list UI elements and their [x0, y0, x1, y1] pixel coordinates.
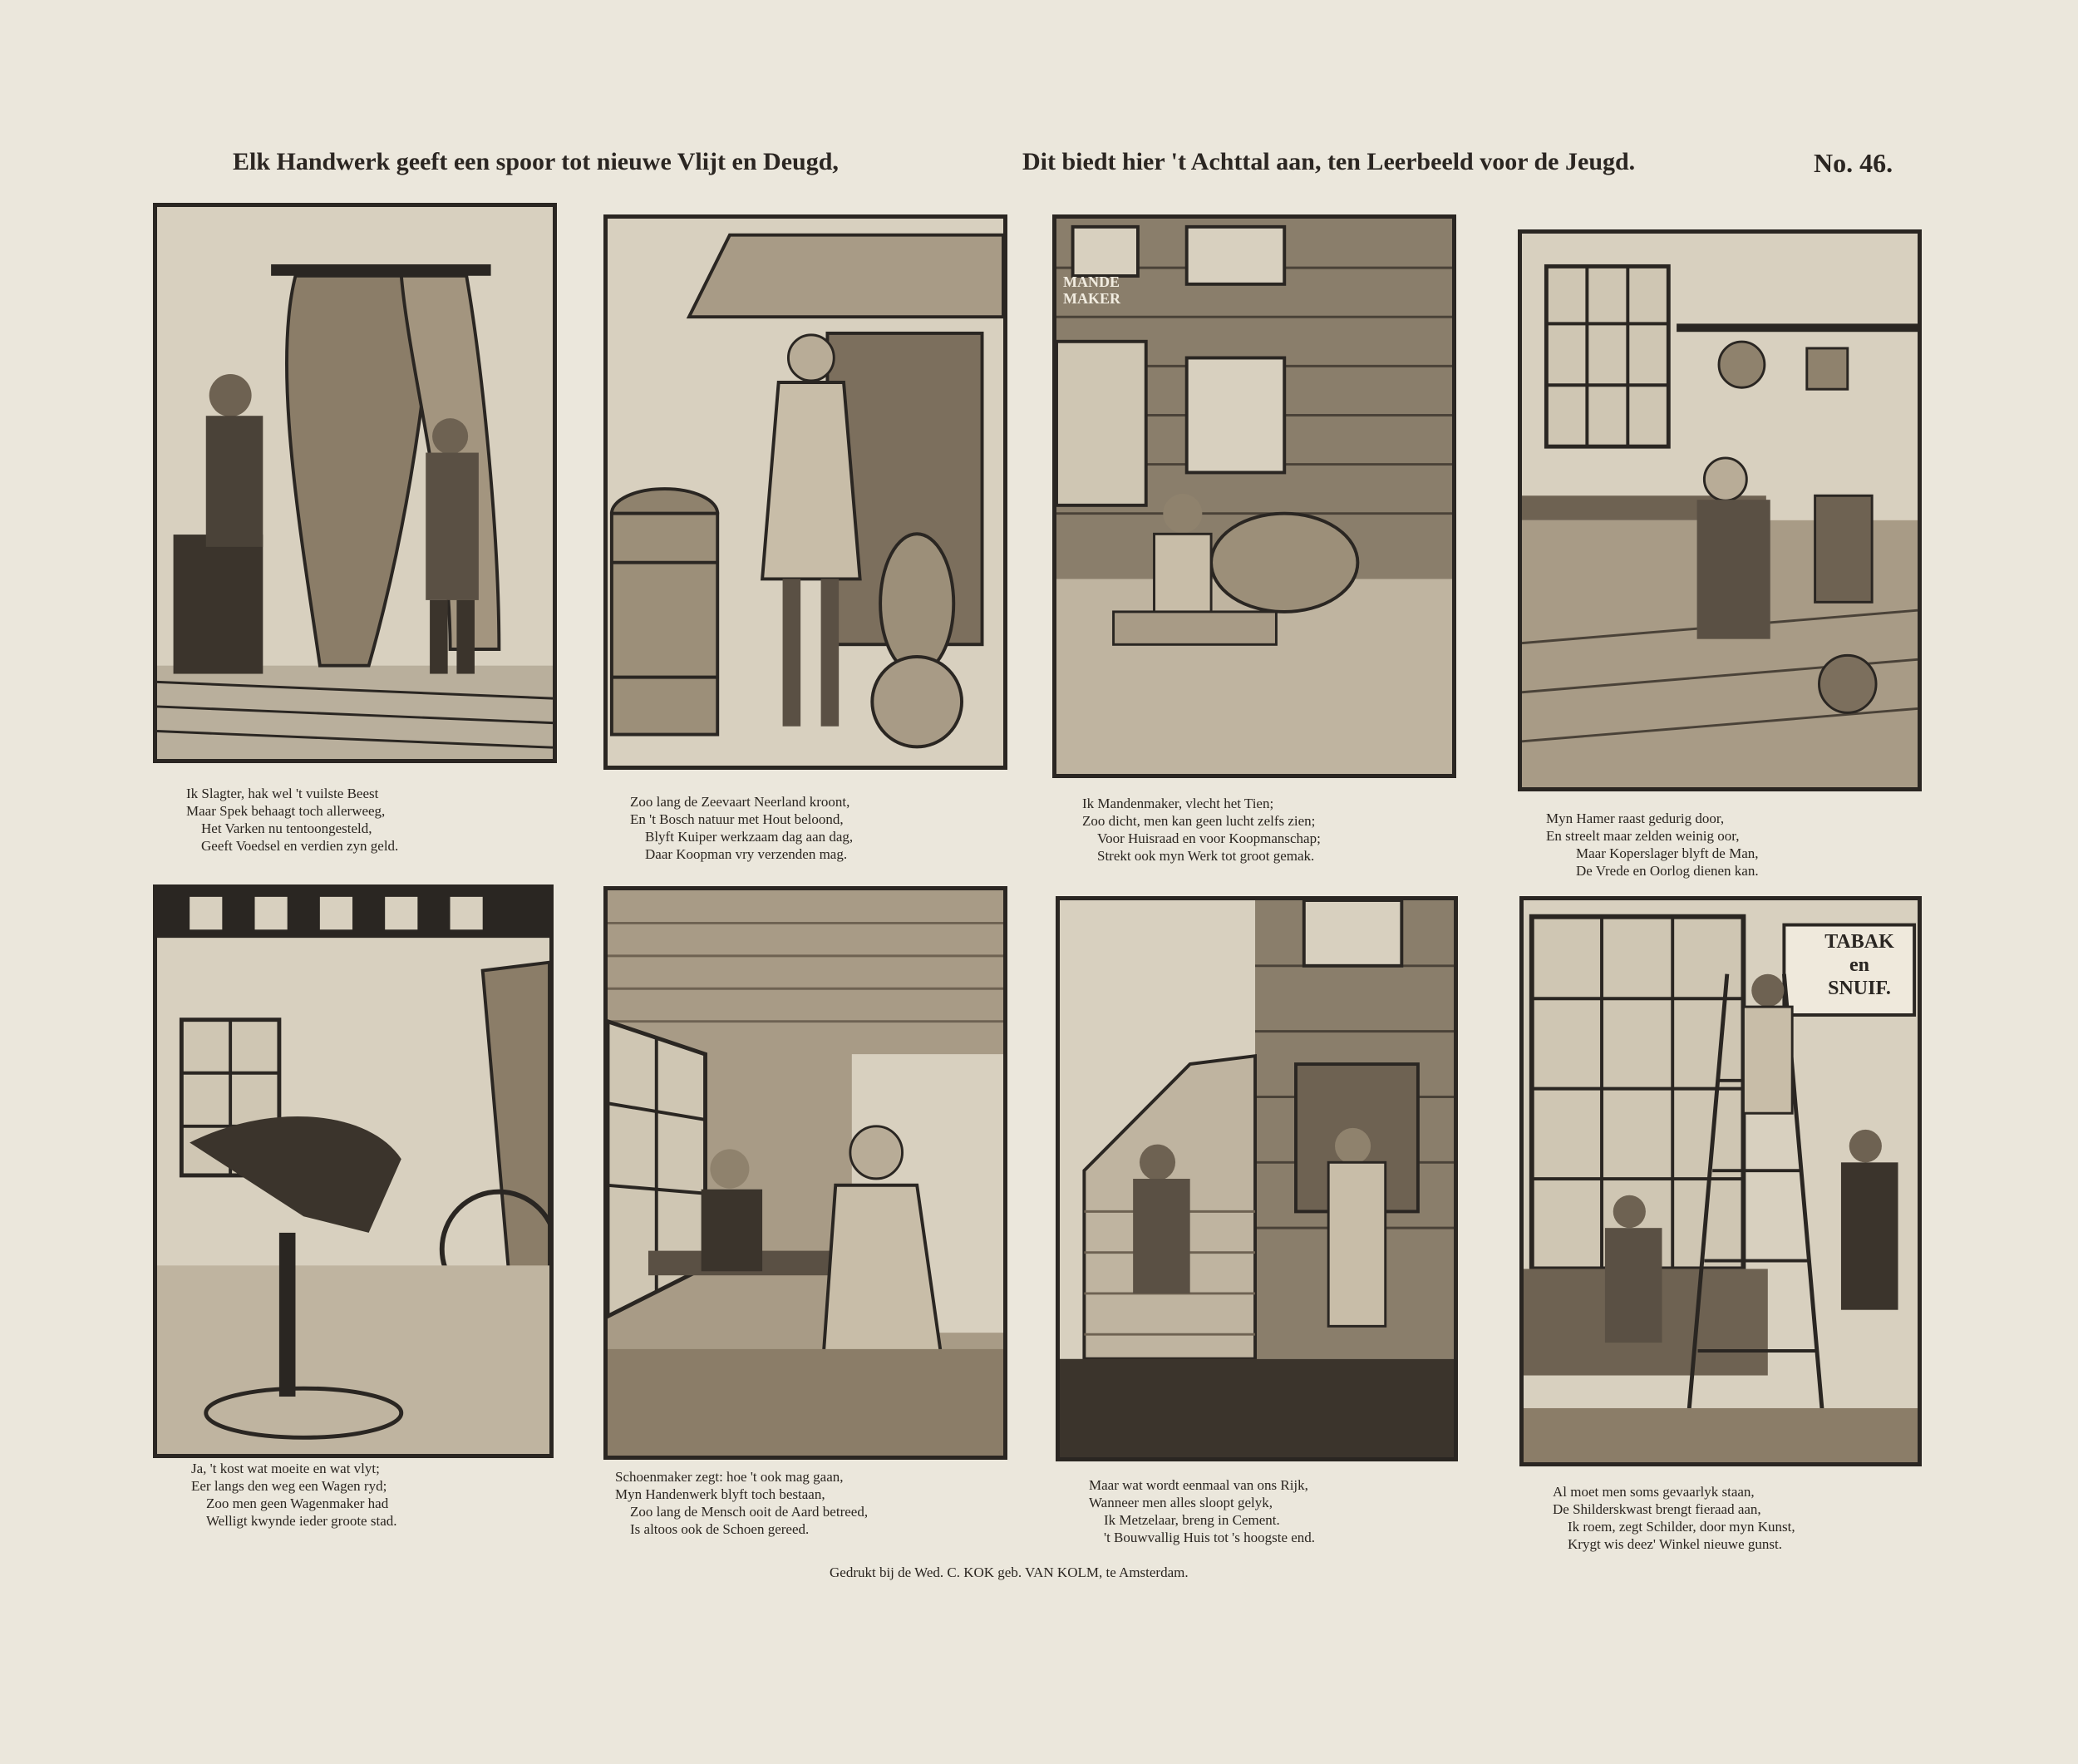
verse-line: Daar Koopman vry verzenden mag.	[645, 846, 848, 862]
verse-line: Myn Handenwerk blyft toch bestaan,	[615, 1486, 825, 1502]
tobacco-shop-sign	[1798, 930, 1921, 1000]
verse-line: Ik Metzelaar, breng in Cement.	[1104, 1512, 1280, 1528]
verse-line: Maar Koperslager blyft de Man,	[1576, 845, 1759, 861]
basketmaker-sign	[1063, 273, 1120, 307]
verse-line: Wanneer men alles sloopt gelyk,	[1089, 1495, 1273, 1510]
verse-line: Ik Mandenmaker, vlecht het Tien;	[1082, 796, 1274, 811]
verse-coppersmith	[1546, 810, 1759, 880]
verse-line: Ik Slagter, hak wel 't vuilste Beest	[186, 786, 379, 801]
woodcut-basketmaker	[1052, 214, 1456, 778]
tobacco-sign-line-1: TABAK	[1824, 931, 1894, 953]
woodcut-butcher	[153, 203, 557, 763]
verse-line: Het Varken nu tentoongesteld,	[201, 820, 372, 836]
verse-line: Welligt kwynde ieder groote stad.	[206, 1513, 397, 1529]
verse-line: Voor Huisraad en voor Koopmanschap;	[1097, 830, 1321, 846]
tobacco-sign-line-3: SNUIF.	[1828, 978, 1891, 999]
verse-line: De Shilderskwast brengt fieraad aan,	[1553, 1501, 1761, 1517]
verse-line: Krygt wis deez' Winkel nieuwe gunst.	[1568, 1536, 1782, 1552]
tobacco-sign-line-2: en	[1849, 954, 1869, 976]
woodcut-wheelwright	[153, 884, 554, 1458]
verse-line: Maar Spek behaagt toch allerweeg,	[186, 803, 386, 819]
verse-basketmaker	[1082, 795, 1321, 865]
verse-line: Zoo men geen Wagenmaker had	[206, 1495, 389, 1511]
verse-line: Maar wat wordt eenmaal van ons Rijk,	[1089, 1477, 1308, 1493]
plate-number: No. 46.	[1814, 148, 1893, 178]
verse-butcher	[186, 785, 398, 855]
title-right: Dit biedt hier 't Achttal aan, ten Leerbeeld voor de Jeugd.	[1022, 148, 1636, 175]
basketmaker-sign-line-2: MAKER	[1063, 290, 1120, 307]
verse-line: Ik roem, zegt Schilder, door myn Kunst,	[1568, 1519, 1795, 1535]
title-left: Elk Handwerk geeft een spoor tot nieuwe Vlijt en Deugd,	[233, 148, 839, 175]
verse-cooper	[630, 793, 853, 863]
verse-line: Strekt ook myn Werk tot groot gemak.	[1097, 848, 1315, 864]
verse-line: En 't Bosch natuur met Hout beloond,	[630, 811, 844, 827]
woodcut-cooper	[603, 214, 1007, 770]
verse-line: Is altoos ook de Schoen gereed.	[630, 1521, 810, 1537]
verse-line: Al moet men soms gevaarlyk staan,	[1553, 1484, 1755, 1500]
verse-line: Zoo lang de Zeevaart Neerland kroont,	[630, 794, 850, 810]
verse-wheelwright	[191, 1460, 396, 1530]
printer-imprint: Gedrukt bij de Wed. C. KOK geb. VAN KOLM, te Amsterdam.	[830, 1564, 1189, 1580]
verse-line: De Vrede en Oorlog dienen kan.	[1576, 863, 1759, 879]
woodcut-coppersmith	[1518, 229, 1922, 791]
verse-line: 't Bouwvallig Huis tot 's hoogste end.	[1104, 1530, 1316, 1545]
verse-line: Blyft Kuiper werkzaam dag aan dag,	[645, 829, 854, 845]
verse-line: En streelt maar zelden weinig oor,	[1546, 828, 1740, 844]
woodcut-mason	[1056, 896, 1458, 1461]
verse-line: Zoo lang de Mensch ooit de Aard betreed,	[630, 1504, 869, 1520]
basketmaker-sign-line-1: MANDE	[1063, 273, 1120, 290]
verse-mason	[1089, 1476, 1315, 1546]
verse-line: Zoo dicht, men kan geen lucht zelfs zien;	[1082, 813, 1316, 829]
verse-line: Myn Hamer raast gedurig door,	[1546, 811, 1725, 826]
verse-line: Eer langs den weg een Wagen ryd;	[191, 1478, 387, 1494]
verse-shoemaker	[615, 1468, 868, 1538]
woodcut-shoemaker	[603, 886, 1007, 1460]
woodcut-painter	[1519, 896, 1922, 1466]
verse-line: Ja, 't kost wat moeite en wat vlyt;	[191, 1461, 380, 1476]
verse-line: Schoenmaker zegt: hoe 't ook mag gaan,	[615, 1469, 844, 1485]
verse-line: Geeft Voedsel en verdien zyn geld.	[201, 838, 399, 854]
verse-painter	[1553, 1483, 1795, 1553]
